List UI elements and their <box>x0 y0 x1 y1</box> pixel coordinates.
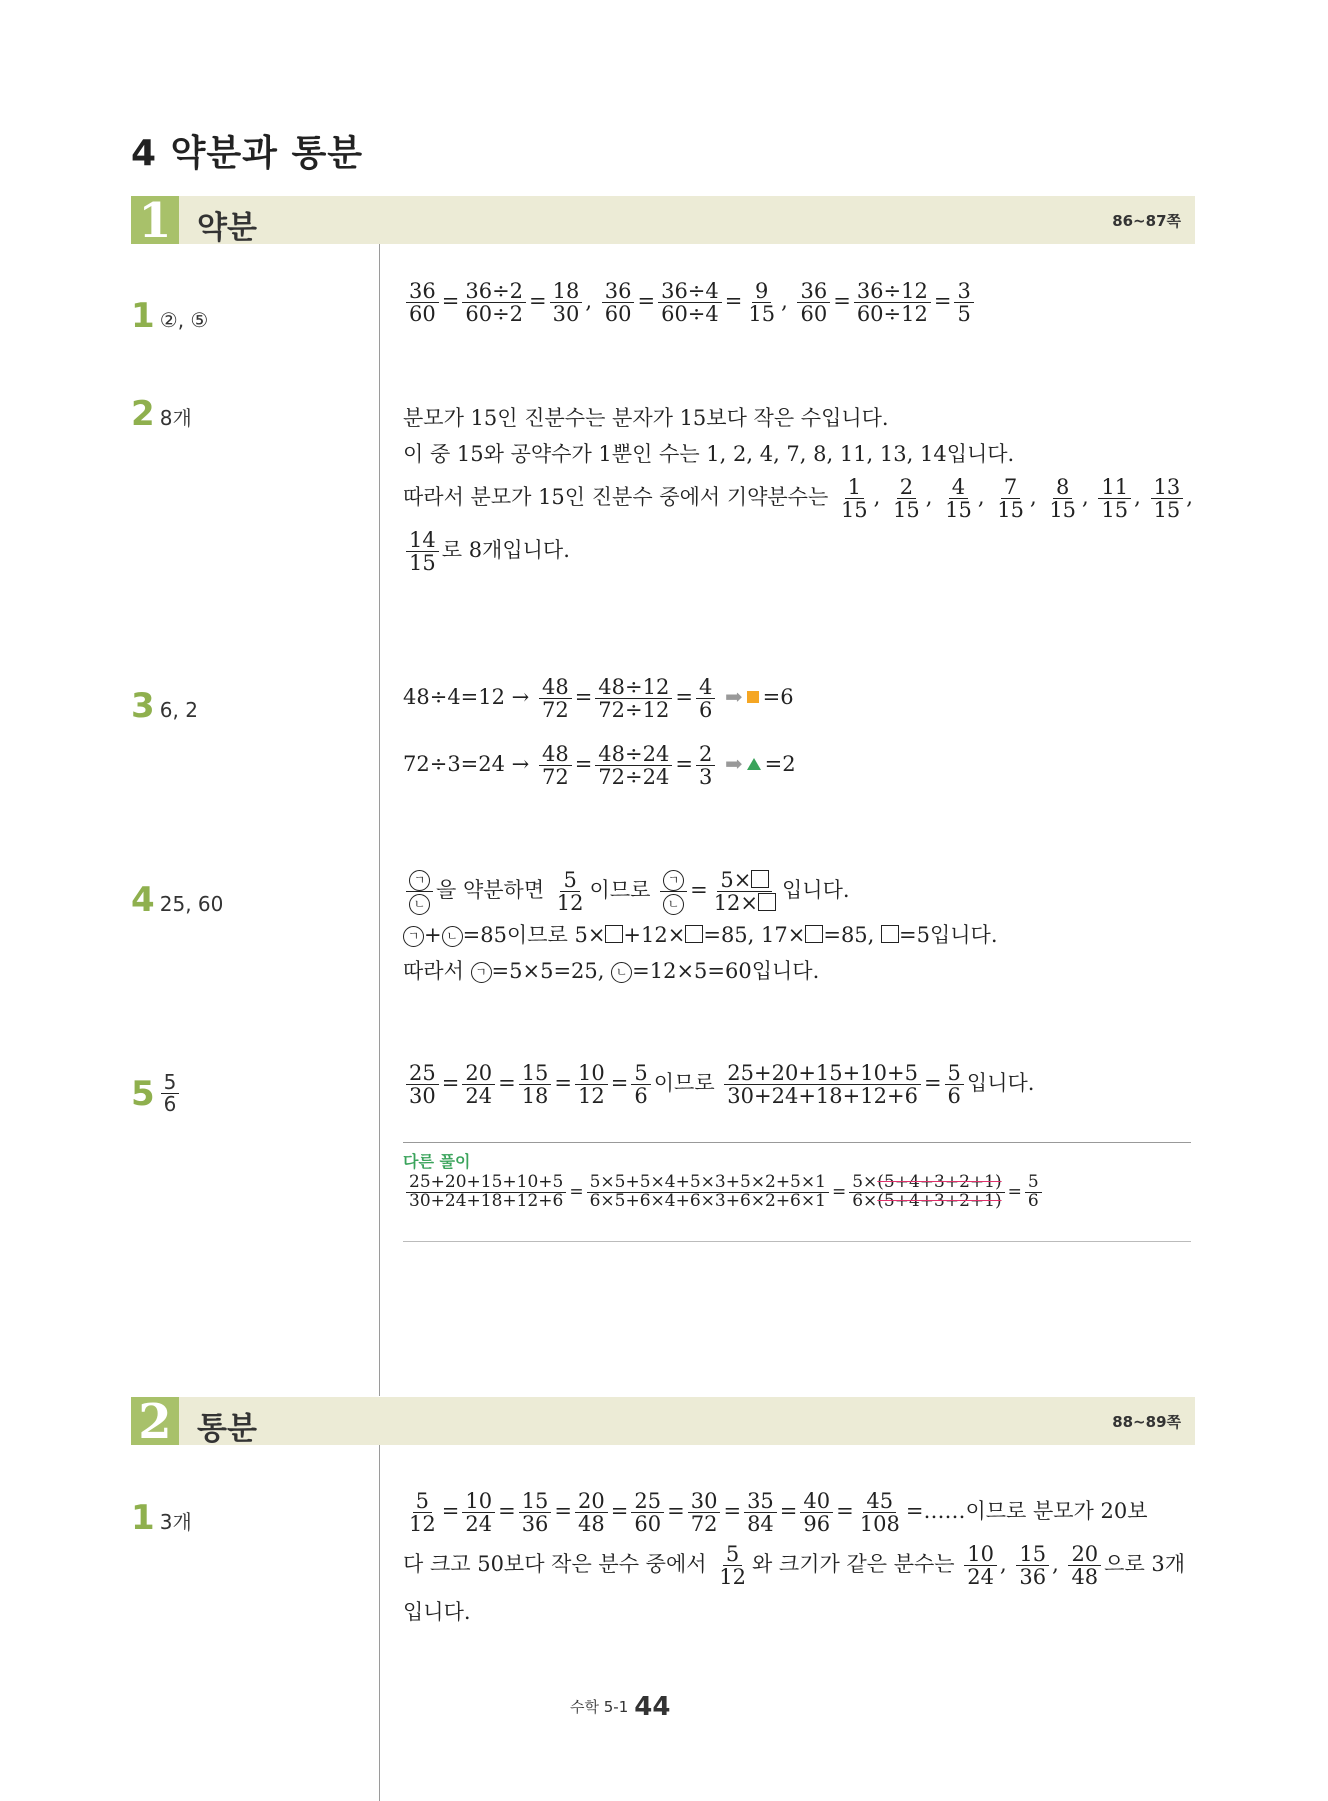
solution-line: $\frac{5}{12}$ = $\frac{10}{24}$ = $\frac{15}{36}$ = $\frac{20}{48}$ = $\frac{25}{60}$ = $\frac{30}{72}$ = $\frac{35}{84}$ = $\frac{40}{96}$ = $\frac{45}{108}$ =……이므로 분모가 20보 <box>409 1489 1148 1537</box>
answer-3 <box>131 686 198 726</box>
footer-label: 수학 5-1 <box>570 1698 629 1716</box>
chapter-number: 4 <box>131 133 158 174</box>
triangle-icon <box>747 758 761 770</box>
section-pages: 86~87쪽 <box>1112 212 1181 230</box>
section-pages: 88~89쪽 <box>1112 1413 1181 1431</box>
problem-number: 4 <box>131 880 155 920</box>
problem-number: 1 <box>131 296 155 336</box>
section-header-1 <box>131 193 1195 249</box>
column-divider <box>379 1445 380 1801</box>
alternative-solution <box>403 1142 1191 1242</box>
answer-5: 5 $\frac{5}{6}$ <box>131 1072 182 1115</box>
section-header-2 <box>131 1394 1195 1450</box>
problem-answer: ②, ⑤ <box>159 308 209 332</box>
solution-line: 72÷3=24 → $\frac{48}{72}$ = $\frac{48\div 24}{72\div 24}$ = $\frac{2}{3}$ ➡ =2 <box>403 742 796 790</box>
solution-q1 <box>403 1490 1185 1630</box>
answer-2 <box>131 394 192 434</box>
solution-line: 분모가 15인 진분수는 분자가 15보다 작은 수입니다. <box>403 406 889 430</box>
solution-line: 이 중 15와 공약수가 1뿐인 수는 1, 2, 4, 7, 8, 11, 13, 14입니다. <box>403 442 1015 466</box>
solution-line: 48÷4=12 → $\frac{48}{72}$ = $\frac{48\div 12}{72\div 12}$ = $\frac{4}{6}$ ➡ =6 <box>403 675 794 723</box>
solution-line: 따라서 ㄱ =5×5=25, ㄴ =12×5=60입니다. <box>403 959 820 983</box>
section-number: 1 <box>131 196 179 244</box>
answer-1 <box>131 296 208 336</box>
answer-q1 <box>131 1498 192 1538</box>
page-footer <box>570 1692 670 1722</box>
solution-line: $\frac{14}{15}$ 로 8개입니다. <box>403 529 1193 574</box>
problem-answer: 25, 60 <box>159 892 224 916</box>
solution-line: 따라서 분모가 15인 진분수 중에서 기약분수는 $\frac{1}{15}$ , $\frac{2}{15}$ , $\frac{4}{15}$ , $\frac{7}{15}$ , $\frac{8}{15}$ , $\frac{11}{15}$ , $\frac{13}{15}$ , <box>403 475 1193 523</box>
solution-line: ㄱ + ㄴ =85이므로 5× +12× =85, 17× =85, =5입니다. <box>403 917 998 953</box>
problem-number: 5 <box>131 1073 155 1114</box>
column-divider <box>379 244 380 1396</box>
problem-number: 3 <box>131 686 155 726</box>
solution-3 <box>403 676 796 788</box>
section-title: 약분 <box>197 210 257 246</box>
solution-line: 다 크고 50보다 작은 분수 중에서 $\frac{5}{12}$ 와 크기가 같은 분수는 $\frac{10}{24}$ , $\frac{15}{36}$ , $\frac{20}{48}$ 으로 3개 <box>403 1542 1186 1590</box>
problem-number: 1 <box>131 1498 155 1538</box>
section-title: 통분 <box>197 1411 257 1447</box>
chapter-title <box>131 125 363 176</box>
arrow-icon: ➡ <box>725 752 743 777</box>
solution-2 <box>403 400 1193 574</box>
page-number: 44 <box>634 1692 671 1722</box>
answer-4 <box>131 880 223 920</box>
chapter-name: 약분과 통분 <box>170 133 364 174</box>
alternative-label: 다른 풀이 <box>403 1152 471 1171</box>
problem-number: 2 <box>131 394 155 434</box>
solution-1: $\frac{36}{60}$ = $\frac{36\div 2}{60\div 2}$ = $\frac{18}{30}$ , $\frac{36}{60}$ = $\frac{36\div 4}{60\div 4}$ = $\frac{9}{15}$ , $\frac{36}{60}$ = $\frac{36\div 12}{60\div 12}$ = $\frac{3}{5}$ <box>403 280 977 325</box>
arrow-icon: ➡ <box>725 685 743 710</box>
problem-answer: 3개 <box>159 1510 192 1534</box>
solution-4 <box>403 868 998 989</box>
solution-line: $\frac{\text{ㄱ}}{\text{ㄴ}}$ 을 약분하면 $\frac{5}{12}$ 이므로 $\frac{\text{ㄱ}}{\text{ㄴ}}$ = $\frac{5\times}{12\times}$ 입니다. <box>403 868 998 915</box>
problem-answer: 8개 <box>159 406 192 430</box>
alternative-equation: $\frac{25+20+15+10+5}{30+24+18+12+6}$ = $\frac{5\times 5+5\times 4+5\times 3+5\times 2+5\times 1}{6\times 5+6\times 4+6\times 3+6\times 2+6\times 1}$ = $\frac{5\times(5+4+3+2+1)}{6\times(5+4+3+2+1)}$ = $\frac{5}{6}$ <box>403 1174 1191 1211</box>
problem-answer: 6, 2 <box>159 698 198 722</box>
section-number: 2 <box>131 1397 179 1445</box>
solution-line: 입니다. <box>403 1600 471 1625</box>
square-icon <box>747 691 759 703</box>
solution-5: $\frac{25}{30}$ = $\frac{20}{24}$ = $\frac{15}{18}$ = $\frac{10}{12}$ = $\frac{5}{6}$ 이므로 $\frac{25+20+15+10+5}{30+24+18+12+6}$ = $\frac{5}{6}$ 입니다. <box>403 1062 1034 1107</box>
